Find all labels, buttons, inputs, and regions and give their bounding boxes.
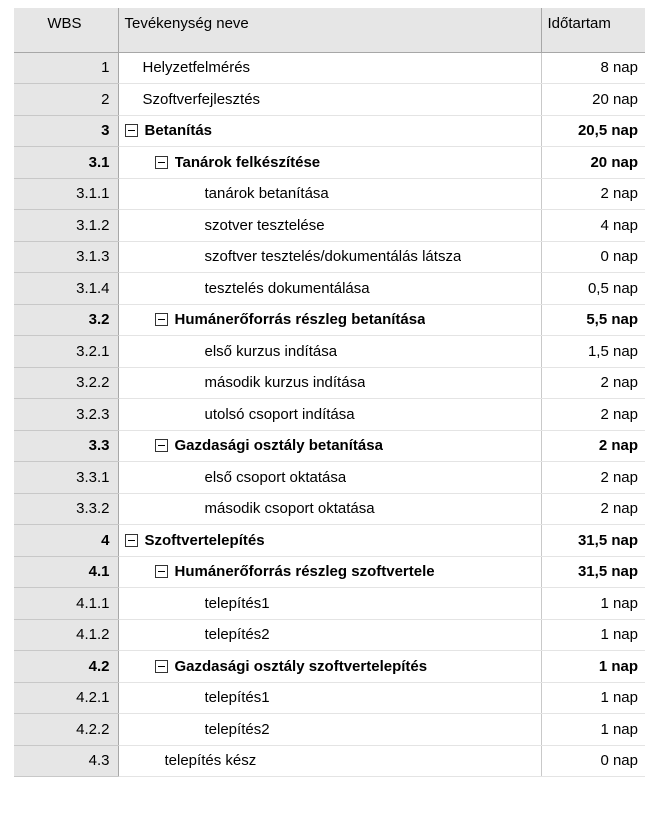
task-name-wrap <box>119 406 541 423</box>
collapse-toggle-icon[interactable] <box>125 124 138 137</box>
table-row[interactable] <box>14 84 645 116</box>
wbs-cell[interactable]: 4.3 <box>14 745 118 777</box>
collapse-toggle-icon[interactable] <box>155 660 168 673</box>
duration-cell[interactable]: 8 nap <box>541 52 645 84</box>
task-name-wrap <box>119 721 541 738</box>
task-name-cell[interactable] <box>118 430 541 462</box>
wbs-cell[interactable]: 3 <box>14 115 118 147</box>
task-name-wrap <box>119 280 541 297</box>
task-name-cell[interactable] <box>118 745 541 777</box>
duration-cell[interactable]: 1 nap <box>541 619 645 651</box>
task-name-cell[interactable] <box>118 525 541 557</box>
table-row[interactable] <box>14 178 645 210</box>
table-row[interactable] <box>14 399 645 431</box>
task-name-wrap <box>119 689 541 706</box>
table-row[interactable] <box>14 52 645 84</box>
task-name-cell[interactable] <box>118 241 541 273</box>
task-name-column-header[interactable]: Tevékenység neve <box>118 8 541 52</box>
task-name-wrap <box>119 469 541 486</box>
wbs-cell[interactable]: 4 <box>14 525 118 557</box>
wbs-cell[interactable]: 3.1.3 <box>14 241 118 273</box>
table-header-row <box>14 8 645 52</box>
task-name-text: utolsó csoport indítása <box>204 405 355 423</box>
table-row[interactable] <box>14 588 645 620</box>
task-name-cell[interactable] <box>118 115 541 147</box>
duration-cell[interactable]: 20,5 nap <box>541 115 645 147</box>
table-row[interactable] <box>14 745 645 777</box>
duration-cell[interactable]: 1 nap <box>541 588 645 620</box>
duration-cell[interactable]: 20 nap <box>541 84 645 116</box>
task-name-cell[interactable] <box>118 462 541 494</box>
task-name-text: telepítés kész <box>164 752 257 770</box>
task-name-text: telepítés1 <box>204 594 270 612</box>
task-name-wrap <box>119 248 541 265</box>
task-name-cell[interactable] <box>118 682 541 714</box>
duration-cell[interactable]: 2 nap <box>541 178 645 210</box>
task-name-cell[interactable] <box>118 147 541 179</box>
table-row[interactable] <box>14 115 645 147</box>
task-name-wrap <box>119 532 541 549</box>
task-name-cell[interactable] <box>118 588 541 620</box>
task-name-cell[interactable] <box>118 84 541 116</box>
duration-cell[interactable]: 2 nap <box>541 399 645 431</box>
collapse-toggle-icon[interactable] <box>155 439 168 452</box>
task-name-text: első csoport oktatása <box>204 468 347 486</box>
task-name-wrap <box>119 343 541 360</box>
task-name-text: Gazdasági osztály szoftvertelepítés <box>174 657 428 675</box>
task-name-text: Gazdasági osztály betanítása <box>174 437 383 455</box>
task-name-wrap <box>119 217 541 234</box>
task-name-text: telepítés1 <box>204 689 270 707</box>
wbs-cell[interactable]: 3.2.1 <box>14 336 118 368</box>
wbs-cell[interactable]: 3.3.2 <box>14 493 118 525</box>
wbs-cell[interactable]: 3.2.3 <box>14 399 118 431</box>
task-name-wrap <box>119 658 541 675</box>
task-name-text: Helyzetfelmérés <box>142 59 251 77</box>
table-row[interactable] <box>14 430 645 462</box>
wbs-cell[interactable]: 1 <box>14 52 118 84</box>
task-name-cell[interactable] <box>118 304 541 336</box>
task-name-wrap <box>119 185 541 202</box>
task-name-cell[interactable] <box>118 367 541 399</box>
wbs-cell[interactable]: 3.3.1 <box>14 462 118 494</box>
task-table <box>14 8 645 777</box>
collapse-toggle-icon[interactable] <box>125 534 138 547</box>
wbs-cell[interactable]: 3.2 <box>14 304 118 336</box>
wbs-cell[interactable]: 4.2.1 <box>14 682 118 714</box>
task-name-text: Szoftvertelepítés <box>144 531 265 549</box>
task-name-text: tesztelés dokumentálása <box>204 279 370 297</box>
task-name-text: második kurzus indítása <box>204 374 366 392</box>
duration-cell[interactable]: 1 nap <box>541 714 645 746</box>
wbs-cell[interactable]: 3.1.4 <box>14 273 118 305</box>
table-row[interactable] <box>14 619 645 651</box>
task-name-text: szoftver tesztelés/dokumentálás látsza <box>204 248 462 266</box>
duration-column-header[interactable]: Időtartam <box>541 8 645 52</box>
task-name-wrap <box>119 91 541 108</box>
collapse-toggle-icon[interactable] <box>155 565 168 578</box>
duration-cell[interactable]: 4 nap <box>541 210 645 242</box>
task-name-cell[interactable] <box>118 651 541 683</box>
wbs-cell[interactable]: 3.2.2 <box>14 367 118 399</box>
duration-cell[interactable]: 2 nap <box>541 493 645 525</box>
task-name-cell[interactable] <box>118 556 541 588</box>
wbs-cell[interactable]: 4.2.2 <box>14 714 118 746</box>
task-name-wrap <box>119 437 541 454</box>
wbs-column-header[interactable]: WBS <box>14 8 118 52</box>
task-name-wrap <box>119 595 541 612</box>
duration-cell[interactable]: 31,5 nap <box>541 556 645 588</box>
table-row[interactable] <box>14 682 645 714</box>
task-name-text: első kurzus indítása <box>204 342 338 360</box>
table-row[interactable] <box>14 651 645 683</box>
wbs-cell[interactable]: 4.2 <box>14 651 118 683</box>
task-name-wrap <box>119 311 541 328</box>
table-row[interactable] <box>14 714 645 746</box>
duration-cell[interactable]: 2 nap <box>541 462 645 494</box>
collapse-toggle-icon[interactable] <box>155 313 168 326</box>
duration-cell[interactable]: 2 nap <box>541 367 645 399</box>
table-row[interactable] <box>14 210 645 242</box>
table-row[interactable] <box>14 367 645 399</box>
task-name-wrap <box>119 59 541 76</box>
task-name-cell[interactable] <box>118 336 541 368</box>
task-name-text: telepítés2 <box>204 626 270 644</box>
duration-cell[interactable]: 31,5 nap <box>541 525 645 557</box>
task-name-cell[interactable] <box>118 178 541 210</box>
wbs-cell[interactable]: 4.1.2 <box>14 619 118 651</box>
duration-cell[interactable]: 1,5 nap <box>541 336 645 368</box>
task-name-wrap <box>119 500 541 517</box>
task-name-wrap <box>119 374 541 391</box>
task-name-text: telepítés2 <box>204 720 270 738</box>
duration-cell[interactable]: 0 nap <box>541 241 645 273</box>
task-name-cell[interactable] <box>118 714 541 746</box>
table-row[interactable] <box>14 241 645 273</box>
collapse-toggle-icon[interactable] <box>155 156 168 169</box>
task-name-text: második csoport oktatása <box>204 500 375 518</box>
duration-cell[interactable]: 0 nap <box>541 745 645 777</box>
table-row[interactable] <box>14 336 645 368</box>
task-name-wrap <box>119 752 541 769</box>
task-name-wrap <box>119 563 541 580</box>
task-name-text: Szoftverfejlesztés <box>142 90 261 108</box>
task-name-cell[interactable] <box>118 52 541 84</box>
task-name-wrap <box>119 122 541 139</box>
duration-cell[interactable]: 1 nap <box>541 651 645 683</box>
task-name-wrap <box>119 626 541 643</box>
task-name-cell[interactable] <box>118 273 541 305</box>
wbs-cell[interactable]: 4.1.1 <box>14 588 118 620</box>
task-name-wrap <box>119 154 541 171</box>
wbs-cell[interactable]: 4.1 <box>14 556 118 588</box>
table-row[interactable] <box>14 147 645 179</box>
task-name-text: Betanítás <box>144 122 213 140</box>
duration-cell[interactable]: 0,5 nap <box>541 273 645 305</box>
duration-cell[interactable]: 2 nap <box>541 430 645 462</box>
table-row[interactable] <box>14 556 645 588</box>
table-row[interactable] <box>14 273 645 305</box>
task-name-text: Humánerőforrás részleg szoftvertele <box>174 563 435 581</box>
wbs-cell[interactable]: 3.1.1 <box>14 178 118 210</box>
table-row[interactable] <box>14 462 645 494</box>
task-name-cell[interactable] <box>118 210 541 242</box>
wbs-cell[interactable]: 3.1.2 <box>14 210 118 242</box>
task-name-text: Tanárok felkészítése <box>174 153 321 171</box>
duration-cell[interactable]: 5,5 nap <box>541 304 645 336</box>
task-name-text: tanárok betanítása <box>204 185 329 203</box>
wbs-cell[interactable]: 2 <box>14 84 118 116</box>
table-row[interactable] <box>14 493 645 525</box>
table-row[interactable] <box>14 304 645 336</box>
table-row[interactable] <box>14 525 645 557</box>
task-name-cell[interactable] <box>118 619 541 651</box>
wbs-cell[interactable]: 3.1 <box>14 147 118 179</box>
duration-cell[interactable]: 20 nap <box>541 147 645 179</box>
wbs-cell[interactable]: 3.3 <box>14 430 118 462</box>
task-name-text: Humánerőforrás részleg betanítása <box>174 311 426 329</box>
task-name-cell[interactable] <box>118 493 541 525</box>
task-name-cell[interactable] <box>118 399 541 431</box>
task-name-text: szotver tesztelése <box>204 216 325 234</box>
duration-cell[interactable]: 1 nap <box>541 682 645 714</box>
